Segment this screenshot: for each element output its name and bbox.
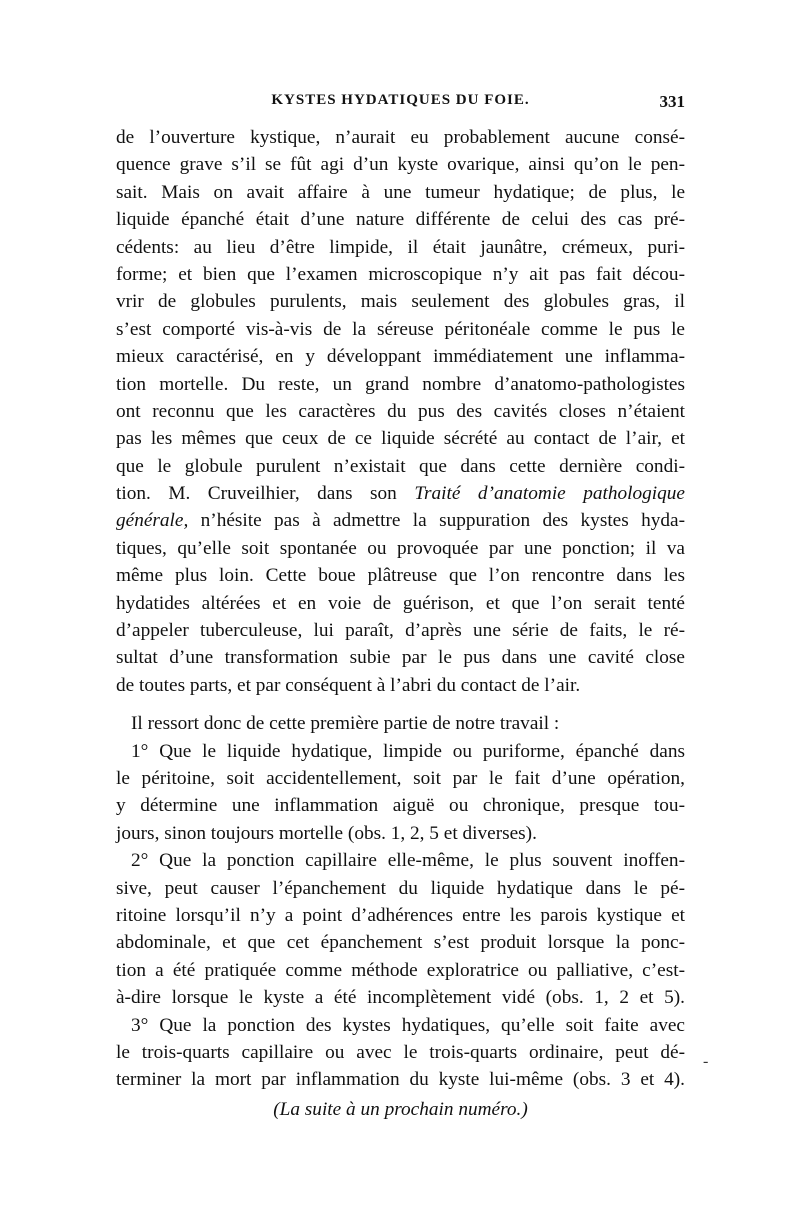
text-line: 3° Que la ponction des kystes hydatiques, qu’elle soit faite avec (131, 1014, 685, 1036)
body-text (116, 124, 685, 1094)
text-line: tiques, qu’elle soit spontanée ou provoquée par une ponction; il va (116, 537, 685, 559)
text-line: vrir de globules purulents, mais seulement des globules gras, il (116, 291, 685, 313)
text-line: y détermine une inflammation aiguë ou chronique, presque tou- (116, 795, 685, 817)
text-line-with-italic-title (116, 480, 685, 507)
text-line: tion a été pratiquée comme méthode exploratrice ou palliative, c’est- (116, 959, 685, 981)
text-line: tion mortelle. Du reste, un grand nombre d’anatomo-pathologistes (116, 373, 685, 395)
page-number: 331 (659, 92, 685, 111)
text-line: abdominale, et que cet épanchement s’est produit lorsque la ponc- (116, 932, 685, 954)
running-title: KYSTES HYDATIQUES DU FOIE. (271, 92, 530, 108)
text-line: de l’ouverture kystique, n’aurait eu probablement aucune consé- (116, 127, 685, 148)
text-line: que le globule purulent n’existait que dans cette dernière condi- (116, 455, 685, 477)
continuation-note: (La suite à un prochain numéro.) (273, 1099, 528, 1120)
line-text: tion. M. Cruveilhier, dans son (116, 483, 397, 505)
text-line: à-dire lorsque le kyste a été incomplètement vidé (obs. 1, 2 et 5). (116, 987, 685, 1009)
text-line: même plus loin. Cette boue plâtreuse que l’on rencontre dans les (116, 565, 685, 587)
text-line: sultat d’une transformation subie par le pus dans une cavité close (116, 647, 685, 669)
margin-mark: - (703, 1053, 709, 1070)
text-line: le trois-quarts capillaire ou avec le trois-quarts ordinaire, peut dé- (116, 1041, 685, 1063)
text-line: pas les mêmes que ceux de ce liquide sécrété au contact de l’air, et (116, 428, 685, 450)
text-line: hydatides altérées et en voie de guérison, et que l’on serait tenté (116, 592, 685, 614)
italic-book-title: Traité d’anatomie pathologique (414, 483, 685, 505)
text-line: liquide épanché était d’une nature différente de celui des cas pré- (116, 209, 685, 231)
text-line: s’est comporté vis-à-vis de la séreuse péritonéale comme le pus le (116, 318, 685, 340)
text-line: mieux caractérisé, en y développant immédiatement une inflamma- (116, 346, 685, 368)
text-line: ont reconnu que les caractères du pus des cavités closes n’étaient (116, 400, 685, 422)
text-line: sait. Mais on avait affaire à une tumeur hydatique; de plus, le (116, 181, 685, 203)
running-head (116, 92, 685, 120)
text-line: 1° Que le liquide hydatique, limpide ou puriforme, épanché dans (131, 740, 685, 762)
text-line-with-italic-title (116, 507, 685, 534)
text-line: le péritoine, soit accidentellement, soit par le fait d’une opération, (116, 767, 685, 789)
text-line: ritoine lorsqu’il n’y a point d’adhérences entre les parois kystique et (116, 904, 685, 926)
text-line: 2° Que la ponction capillaire elle-même, le plus souvent inoffen- (131, 850, 685, 872)
text-line: de toutes parts, et par conséquent à l’abri du contact de l’air. (116, 674, 581, 696)
text-line: sive, peut causer l’épanchement du liquide hydatique dans le pé- (116, 877, 685, 899)
italic-book-title-end: générale, (116, 510, 189, 532)
paragraph-gap (116, 699, 685, 710)
text-line: cédents: au lieu d’être limpide, il était jaunâtre, crémeux, puri- (116, 236, 685, 258)
text-line: terminer la mort par inflammation du kyste lui-même (obs. 3 et 4). (116, 1069, 685, 1091)
text-line: quence grave s’il se fût agi d’un kyste ovarique, ainsi qu’on le pen- (116, 154, 685, 176)
text-line: jours, sinon toujours mortelle (obs. 1, 2, 5 et diverses). (116, 822, 537, 844)
text-line: d’appeler tuberculeuse, lui paraît, d’après une série de faits, le ré- (116, 620, 685, 642)
text-line: Il ressort donc de cette première partie de notre travail : (131, 713, 560, 735)
line-text: n’hésite pas à admettre la suppuration des kystes hyda- (188, 510, 685, 532)
text-line: forme; et bien que l’examen microscopique n’y ait pas fait décou- (116, 263, 685, 285)
